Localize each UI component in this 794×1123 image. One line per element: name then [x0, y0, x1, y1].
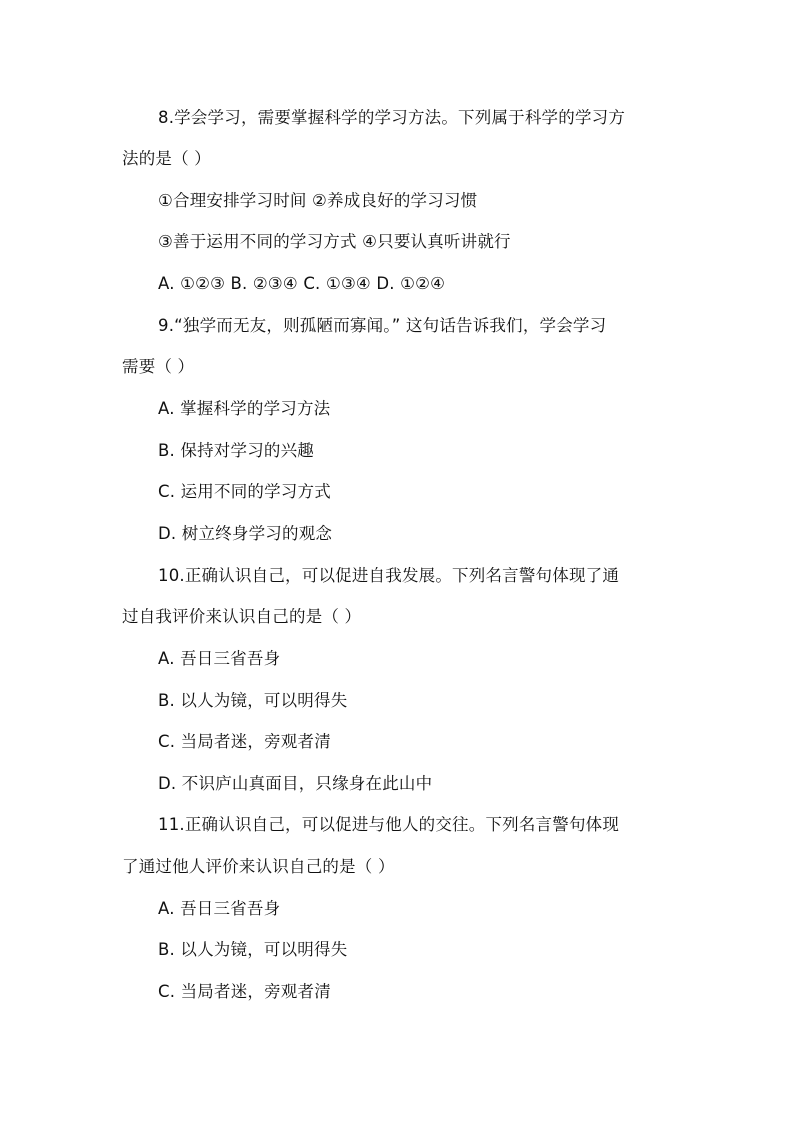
question-10-option-c: C. 当局者迷，旁观者清 — [158, 732, 331, 751]
question-9-stem-line1: 9.“独学而无友，则孤陋而寡闻。” 这句话告诉我们，学会学习 — [158, 316, 607, 335]
question-10-option-d: D. 不识庐山真面目，只缘身在此山中 — [158, 774, 433, 793]
question-8-item-2: ③善于运用不同的学习方式 ④只要认真听讲就行 — [158, 232, 511, 251]
question-9-option-b: B. 保持对学习的兴趣 — [158, 441, 315, 460]
question-10-stem-line2: 过自我评价来认识自己的是（ ） — [122, 607, 362, 626]
question-8-item-1: ①合理安排学习时间 ②养成良好的学习习惯 — [158, 191, 478, 210]
question-11-stem-line2: 了通过他人评价来认识自己的是（ ） — [122, 857, 395, 876]
question-11-option-a: A. 吾日三省吾身 — [158, 899, 281, 918]
question-10-option-a: A. 吾日三省吾身 — [158, 649, 281, 668]
question-10-option-b: B. 以人为镜，可以明得失 — [158, 691, 348, 710]
question-11-option-b: B. 以人为镜，可以明得失 — [158, 940, 348, 959]
question-8-stem-line1: 8.学会学习，需要掌握科学的学习方法。下列属于科学的学习方 — [158, 108, 626, 127]
question-9-option-d: D. 树立终身学习的观念 — [158, 524, 333, 543]
question-11-option-c: C. 当局者迷，旁观者清 — [158, 982, 331, 1001]
question-9-option-a: A. 掌握科学的学习方法 — [158, 399, 331, 418]
question-8-options: A. ①②③ B. ②③④ C. ①③④ D. ①②④ — [158, 274, 446, 293]
question-8-stem-line2: 法的是（ ） — [122, 149, 211, 168]
question-11-stem-line1: 11.正确认识自己，可以促进与他人的交往。下列名言警句体现 — [158, 815, 620, 834]
question-9-stem-line2: 需要（ ） — [122, 357, 195, 376]
question-10-stem-line1: 10.正确认识自己，可以促进自我发展。下列名言警句体现了通 — [158, 566, 620, 585]
question-9-option-c: C. 运用不同的学习方式 — [158, 482, 331, 501]
